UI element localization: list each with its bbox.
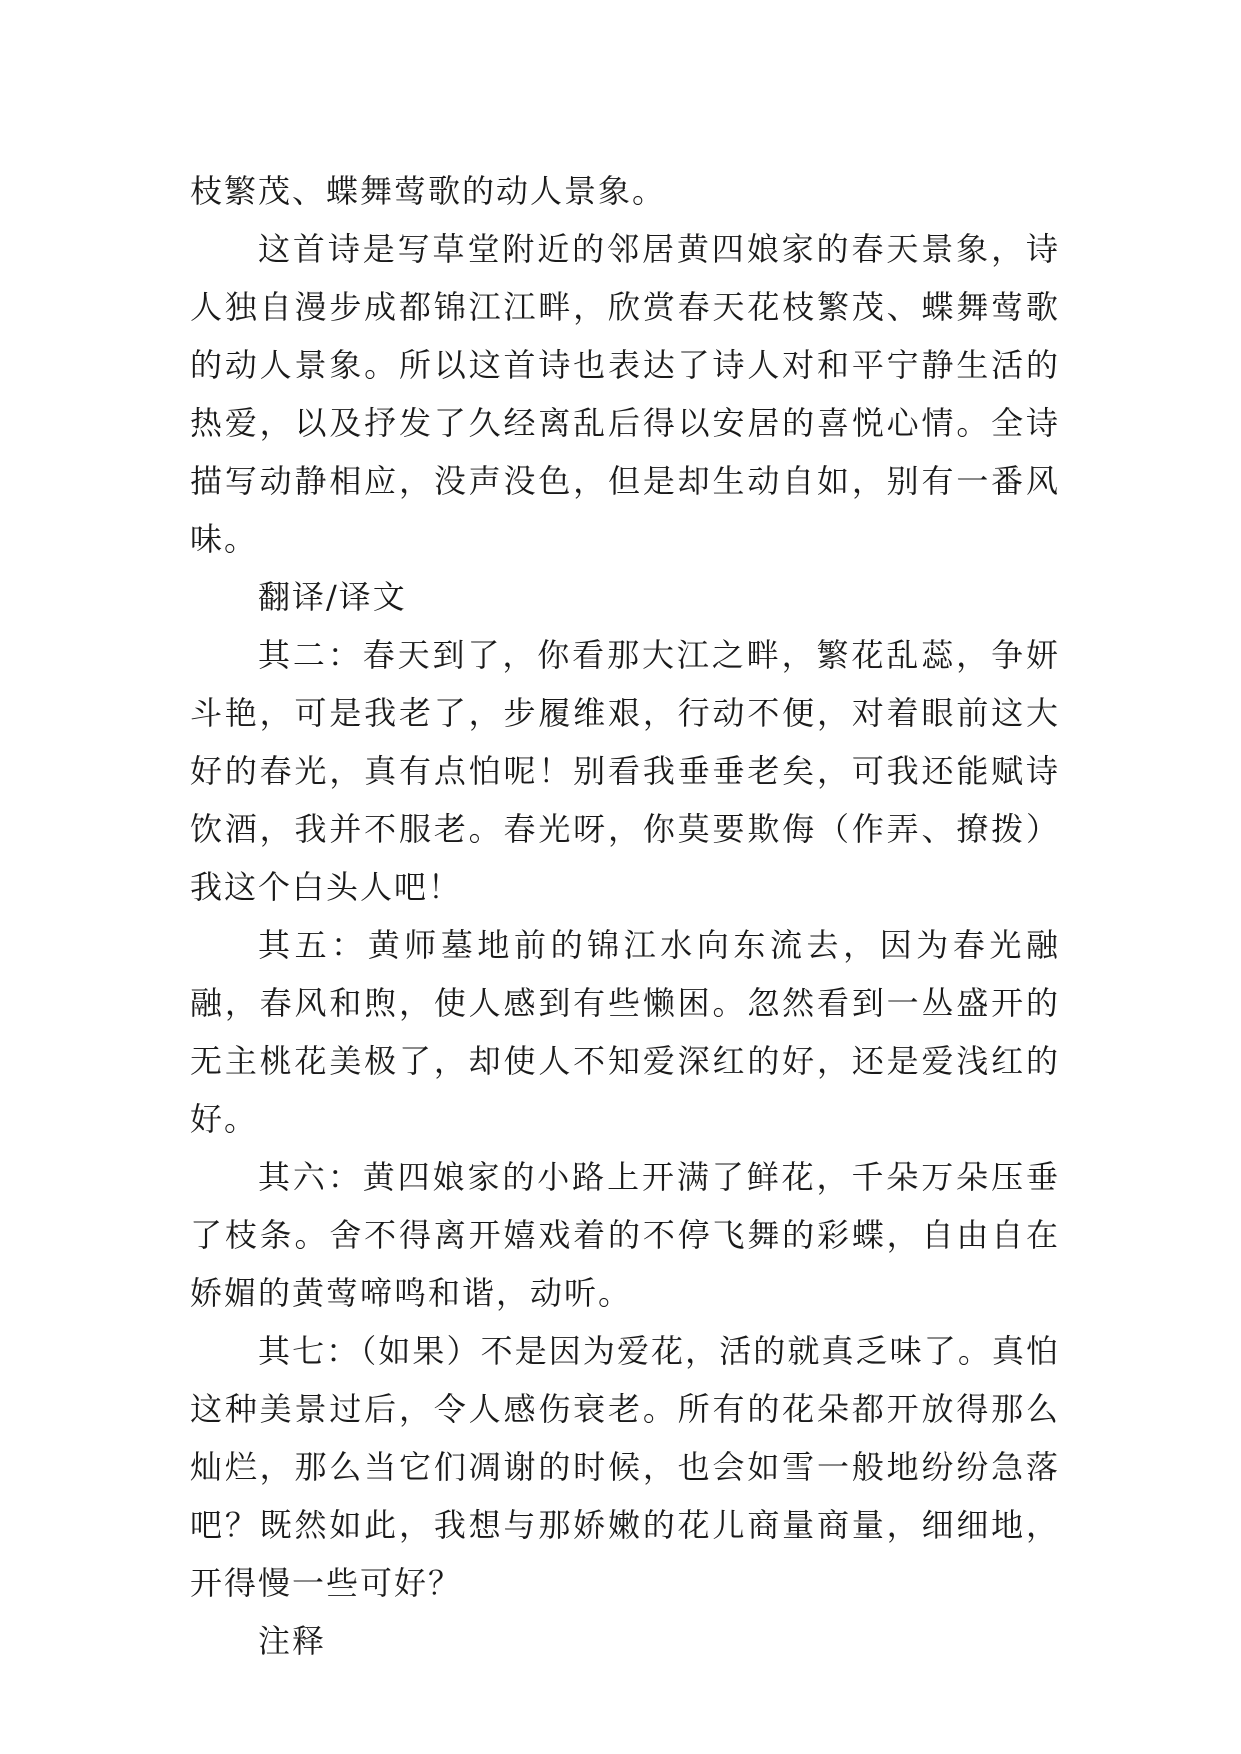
paragraph-analysis: 这首诗是写草堂附近的邻居黄四娘家的春天景象，诗人独自漫步成都锦江江畔，欣赏春天花枝繁茂、蝶舞莺歌的动人景象。所以这首诗也表达了诗人对和平宁静生活的热爱，以及抒发了久经离乱后得以安居的喜悦心情。全诗描写动静相应，没声没色，但是却生动自如，别有一番风味。 — [190, 230, 1060, 558]
paragraph-translation-2: 其二：春天到了，你看那大江之畔，繁花乱蕊，争妍斗艳，可是我老了，步履维艰，行动不便，对着眼前这大好的春光，真有点怕呢！别看我垂垂老矣，可我还能赋诗饮酒，我并不服老。春光呀，你莫要欺侮（作弄、撩拨）我这个白头人吧！ — [190, 636, 1060, 906]
document-body — [190, 162, 1060, 1670]
section-heading-translation: 翻译/译文 — [258, 578, 407, 616]
paragraph-continuation: 枝繁茂、蝶舞莺歌的动人景象。 — [190, 172, 667, 210]
section-heading-notes: 注释 — [258, 1622, 327, 1660]
paragraph-translation-7: 其七：（如果）不是因为爱花，活的就真乏味了。真怕这种美景过后，令人感伤衰老。所有的花朵都开放得那么灿烂，那么当它们凋谢的时候，也会如雪一般地纷纷急落吧？既然如此，我想与那娇嫩的花儿商量商量，细细地，开得慢一些可好？ — [190, 1332, 1060, 1602]
paragraph-translation-6: 其六：黄四娘家的小路上开满了鲜花，千朵万朵压垂了枝条。舍不得离开嬉戏着的不停飞舞的彩蝶，自由自在娇媚的黄莺啼鸣和谐，动听。 — [190, 1158, 1060, 1312]
paragraph-translation-5: 其五：黄师墓地前的锦江水向东流去，因为春光融融，春风和煦，使人感到有些懒困。忽然看到一丛盛开的无主桃花美极了，却使人不知爱深红的好，还是爱浅红的好。 — [190, 926, 1060, 1138]
